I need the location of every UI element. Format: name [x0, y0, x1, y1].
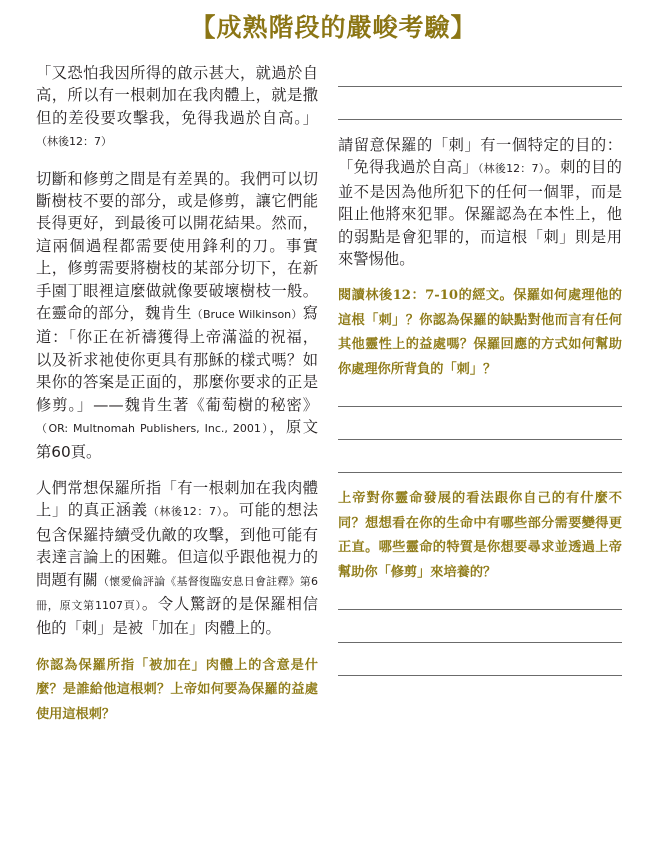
scripture-quote-text: 「又恐怕我因所得的啟示甚大，就過於自高，所以有一根刺加在我肉體上，就是撒但的差役要攻擊我，免得我過於自高。」: [36, 64, 318, 127]
purpose-text-b: 。刺的目的並不是因為他所犯下的任何一個罪，而是阻止他將來犯罪。保羅認為在本性上，他的弱點是會犯罪的，而這根「刺」則是用來警惕他。: [338, 158, 622, 269]
discussion-question-2: 閱讀林後12：7-10的經文。保羅如何處理他的這根「刺」？你認為保羅的缺點對他而言有任何其他靈性上的益處嗎？保羅回應的方式如何幫助你處理你所背負的「刺」？: [338, 288, 622, 377]
answer-line[interactable]: [338, 407, 622, 440]
scripture-quote: [36, 62, 318, 154]
scripture-reference: （林後12：7）: [36, 135, 112, 149]
author-english-name: （Bruce Wilkinson）: [191, 308, 303, 322]
pruning-text-a: 切斷和修剪之間是有差異的。我們可以切斷樹枝不要的部分，或是修剪，讓它們能長得更好，到最後可以開花結果。然而，這兩個過程都需要使用鋒利的刀。事實上，修剪需要將樹枝的某部分切下，在新手園丁眼裡這麼做就像要破壞樹枝一般。在靈命的部分，魏肯生: [36, 169, 318, 323]
pruning-text-c: ，原文第60頁。: [36, 418, 318, 461]
answer-line[interactable]: [338, 585, 622, 610]
answer-line[interactable]: [338, 87, 622, 120]
purpose-reference: （林後12：7）: [477, 162, 545, 176]
discussion-question-3: 上帝對你靈命發展的看法跟你自己的有什麼不同？想想看在你的生命中有哪些部分需要變得更正直。哪些靈命的特質是你想要尋求並透過上帝幫助你「修剪」來培養的？: [338, 491, 622, 580]
purpose-text-a: 請留意保羅的「刺」有一個特定的目的：「免得我過於自高」: [338, 136, 622, 177]
answer-lines-1: [338, 62, 622, 120]
thorn-text-a: 人們常想保羅所指「有一根刺加在我肉體上」的真正涵義: [36, 478, 318, 520]
right-column: [338, 62, 622, 676]
thorn-text-c: 。令人驚訝的是保羅相信他的「刺」是被「加在」肉體上的。: [36, 594, 318, 638]
purpose-paragraph: [338, 134, 622, 270]
pruning-paragraph: [36, 168, 318, 463]
answer-line[interactable]: [338, 610, 622, 643]
discussion-question-1: 你認為保羅所指「被加在」肉體上的含意是什麼？是誰給他這根刺？上帝如何要為保羅的益處使用這根刺？: [36, 657, 318, 722]
answer-lines-3: [338, 585, 622, 676]
page-title: 【成熟階段的嚴峻考驗】: [190, 13, 477, 42]
answer-line[interactable]: [338, 382, 622, 407]
commentary-citation: （懷愛倫評論《基督復臨安息日會註釋》第6冊，原文第1107頁）: [36, 574, 318, 612]
thorn-reference: （林後12：7）: [147, 505, 223, 519]
thorn-paragraph: [36, 477, 318, 640]
publisher-citation: （OR: Multnomah Publishers, Inc., 2001）: [36, 422, 270, 436]
answer-line[interactable]: [338, 440, 622, 473]
answer-lines-2: [338, 382, 622, 473]
answer-line[interactable]: [338, 62, 622, 87]
answer-line[interactable]: [338, 643, 622, 676]
pruning-text-b: 寫道：「你正在祈禱獲得上帝滿溢的祝福，以及祈求祂使你更具有那穌的樣式嗎？如果你的答案是正面的，那麼你要求的正是修剪。」——魏肯生著《葡萄樹的秘密》: [36, 304, 318, 414]
left-column: [36, 62, 318, 727]
thorn-text-b: 。可能的想法包含保羅持續受仇敵的攻擊，到他可能有表達言論上的困難。但這似乎跟他視力的問題有關: [36, 501, 318, 589]
